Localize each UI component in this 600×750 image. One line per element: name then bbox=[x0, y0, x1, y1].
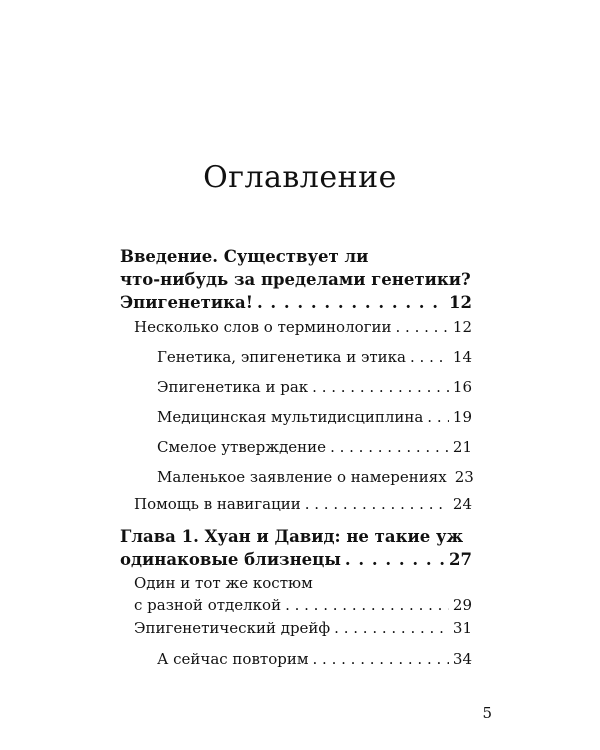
toc-entry-chapter-1[interactable] bbox=[120, 525, 472, 571]
toc-entry-text: что-нибудь за пределами генетики? bbox=[120, 270, 471, 289]
dot-leader bbox=[334, 619, 449, 637]
dot-leader bbox=[396, 318, 449, 336]
dot-leader bbox=[313, 650, 449, 668]
toc-entry-bold-statement[interactable] bbox=[157, 438, 472, 456]
toc-entry-introduction[interactable] bbox=[120, 245, 472, 314]
dot-leader bbox=[427, 408, 449, 426]
toc-entry-text: Введение. Существует ли bbox=[120, 247, 369, 266]
dot-leader bbox=[345, 548, 445, 571]
toc-page-number: 16 bbox=[452, 378, 472, 396]
toc-entry-text: Один и тот же костюм bbox=[134, 574, 313, 592]
toc-page-number: 34 bbox=[452, 650, 472, 668]
toc-entry-text: Медицинская мультидисциплина bbox=[157, 408, 424, 426]
toc-page-number: 19 bbox=[452, 408, 472, 426]
toc-entry-text: Смелое утверждение bbox=[157, 438, 327, 456]
toc-entry-text: Генетика, эпигенетика и этика bbox=[157, 348, 407, 366]
dot-leader bbox=[285, 594, 449, 616]
dot-leader bbox=[330, 438, 449, 456]
toc-entry-text: с разной отделкой bbox=[134, 596, 282, 614]
toc-entry-text: Помощь в навигации bbox=[134, 495, 301, 513]
toc-page-number: 29 bbox=[452, 596, 472, 614]
page-number: 5 bbox=[482, 704, 492, 722]
toc-entry-navigation-help[interactable] bbox=[134, 495, 472, 513]
toc-entry-text: Несколько слов о терминологии bbox=[134, 318, 392, 336]
toc-entry-text: Эпигенетический дрейф bbox=[134, 619, 331, 637]
toc-entry-terminology[interactable] bbox=[134, 318, 472, 336]
toc-entry-text: Эпигенетика! bbox=[120, 293, 253, 312]
toc-entry-text: А сейчас повторим bbox=[157, 650, 309, 668]
toc-page-number: 14 bbox=[452, 348, 472, 366]
toc-entry-same-suit[interactable] bbox=[134, 572, 472, 616]
toc-page-number: 24 bbox=[452, 495, 472, 513]
toc-page-number: 12 bbox=[452, 318, 472, 336]
toc-page-number: 27 bbox=[449, 550, 472, 569]
toc-entry-multidiscipline[interactable] bbox=[157, 408, 472, 426]
toc-entry-text: Маленькое заявление о намерениях bbox=[157, 468, 447, 486]
toc-entry-recap[interactable] bbox=[157, 650, 472, 668]
toc-entry-text: Эпигенетика и рак bbox=[157, 378, 309, 396]
toc-page-number: 31 bbox=[452, 619, 472, 637]
toc-page-number: 23 bbox=[454, 468, 474, 486]
dot-leader bbox=[305, 495, 449, 513]
toc-entry-genetics-ethics[interactable] bbox=[157, 348, 472, 366]
dot-leader bbox=[410, 348, 449, 366]
toc-entry-text: Глава 1. Хуан и Давид: не такие уж bbox=[120, 527, 464, 546]
dot-leader bbox=[257, 291, 445, 314]
toc-page-number: 21 bbox=[452, 438, 472, 456]
toc-page-number: 12 bbox=[449, 293, 472, 312]
toc-entry-text: одинаковые близнецы bbox=[120, 550, 341, 569]
dot-leader bbox=[312, 378, 449, 396]
page-title: Оглавление bbox=[203, 160, 397, 195]
toc-entry-intentions[interactable] bbox=[157, 468, 472, 486]
toc-entry-epigenetics-cancer[interactable] bbox=[157, 378, 472, 396]
toc-entry-epigenetic-drift[interactable] bbox=[134, 619, 472, 637]
